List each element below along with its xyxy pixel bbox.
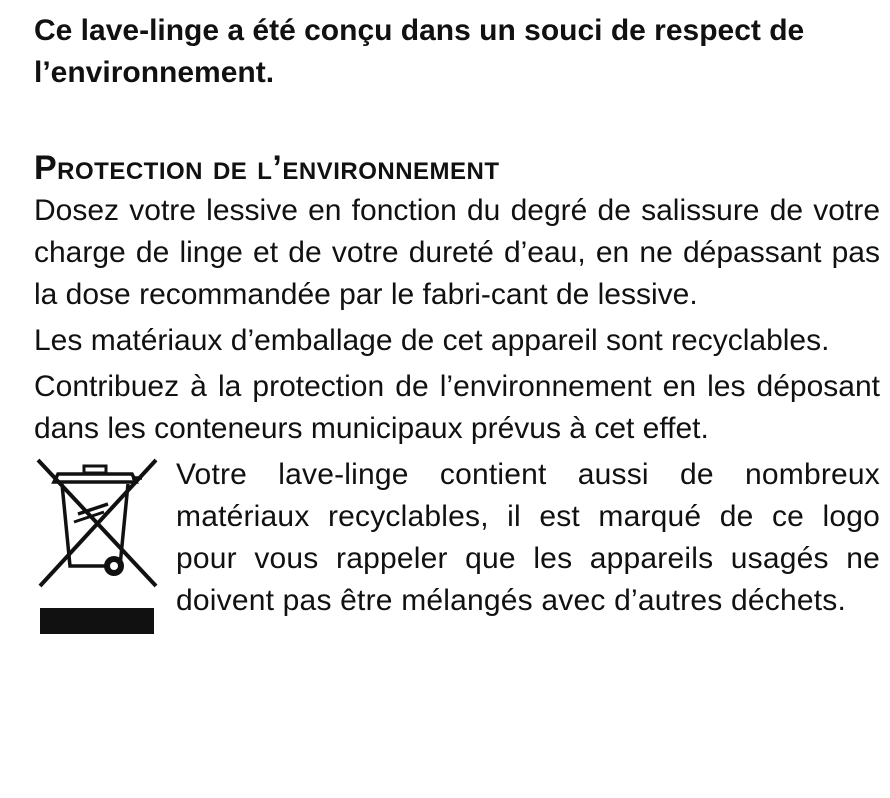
document-page bbox=[34, 10, 880, 654]
paragraph-weee: Votre lave-linge contient aussi de nombreux matériaux recyclables, il est marqué de ce logo pour vous rappeler que les appareils usagés ne doivent pas être mélangés avec d’autres déchets. bbox=[176, 458, 880, 617]
section-title: Protection de l’environnement bbox=[34, 149, 500, 187]
intro-statement: Ce lave-linge a été conçu dans un souci de respect de l’environnement. bbox=[34, 14, 805, 89]
paragraph-contribute: Contribuez à la protection de l’environnement en les déposant dans les conteneurs municipaux prévus à cet effet. bbox=[34, 370, 880, 445]
weee-notice bbox=[34, 454, 880, 654]
paragraph-dosage: Dosez votre lessive en fonction du degré de salissure de votre charge de linge et de votre dureté d’eau, en ne dépassant pas la dose recommandée par le fabri-cant de lessive. bbox=[34, 194, 880, 311]
paragraph-packaging: Les matériaux d’emballage de cet appareil sont recyclables. bbox=[34, 324, 830, 357]
weee-logo bbox=[34, 454, 176, 654]
crossed-out-wheelie-bin-icon bbox=[34, 456, 162, 636]
